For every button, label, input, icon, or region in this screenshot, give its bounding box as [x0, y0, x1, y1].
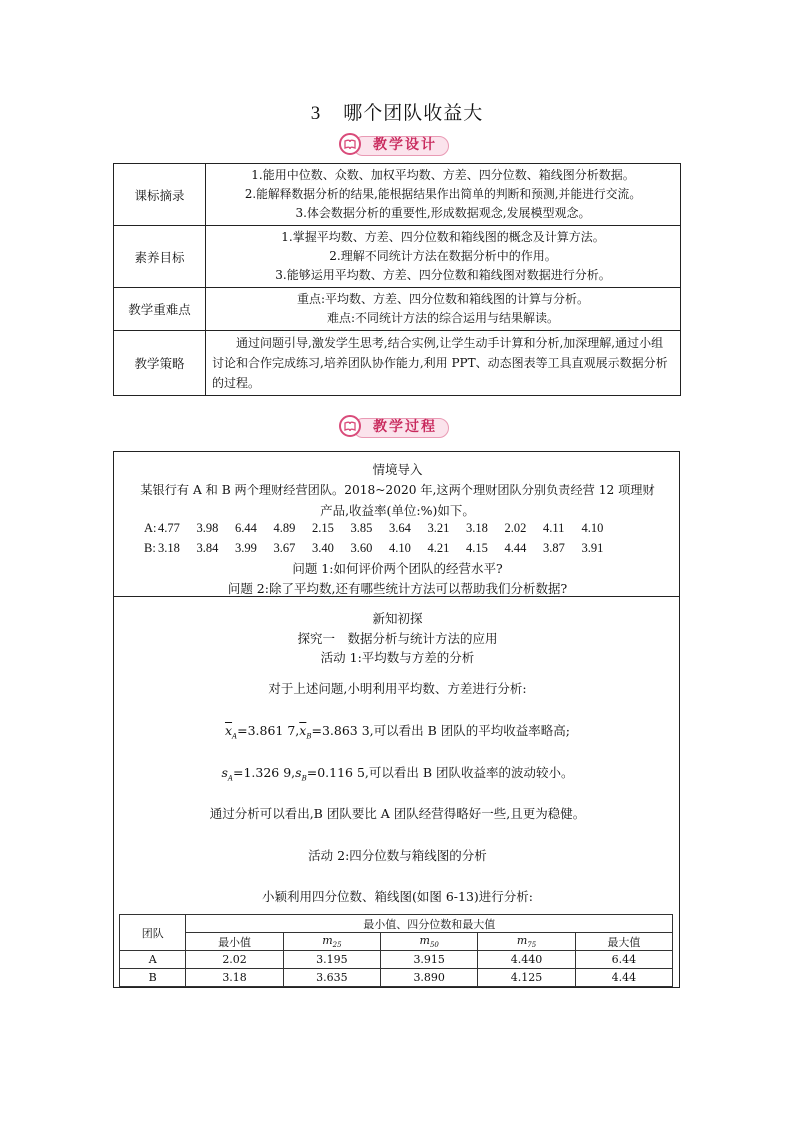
yield-value: 2.02	[504, 521, 527, 535]
value-cell: 6.44	[575, 951, 672, 969]
value-cell: 4.44	[575, 969, 672, 987]
team-cell: A	[120, 951, 186, 969]
value-cell: 2.02	[186, 951, 283, 969]
yield-value: 3.87	[543, 541, 565, 555]
design-line: 2.能解释数据分析的结果,能根据结果作出简单的判断和预测,并能进行交流。	[244, 187, 642, 201]
design-row	[114, 164, 681, 226]
lesson-title: 哪个团队收益大	[343, 102, 484, 124]
explore-section-title: 探究一 数据分析与统计方法的应用	[297, 631, 498, 646]
value-cell: 4.125	[478, 969, 575, 987]
paragraph: 通过分析可以看出,B 团队要比 A 团队经营得略好一些,且更为稳健。	[209, 806, 586, 821]
yield-value: 3.60	[350, 541, 373, 555]
variance-formula: $s_A=1.326$ $9,s_B=0.116$ 5,可以看出 B 团队收益率的波动较小。	[221, 765, 574, 783]
yield-value: 3.40	[312, 541, 334, 555]
design-line: 2.理解不同统计方法在数据分析中的作用。	[329, 249, 557, 263]
value-cell: 3.635	[283, 969, 380, 987]
design-line: 3.体会数据分析的重要性,形成数据观念,发展模型观念。	[295, 206, 591, 220]
design-line: 难点:不同统计方法的综合运用与结果解读。	[326, 311, 560, 325]
design-line: 1.掌握平均数、方差、四分位数和箱线图的概念及计算方法。	[281, 230, 605, 244]
yield-value: 4.15	[466, 541, 488, 555]
explore-heading: 新知初探	[372, 611, 423, 626]
value-cell: 3.915	[381, 951, 478, 969]
process-badge	[339, 416, 449, 438]
yield-value: 4.10	[389, 541, 411, 555]
process-badge-label: 教学过程	[373, 419, 437, 435]
design-key: 教学策略	[114, 331, 206, 396]
value-cell: 3.195	[283, 951, 380, 969]
design-row	[114, 331, 681, 396]
yield-value: 3.85	[350, 521, 373, 535]
yield-value: 3.67	[273, 541, 296, 555]
activity-1-title: 活动 1:平均数与方差的分析	[320, 650, 475, 665]
yield-value: 4.11	[543, 521, 565, 535]
yield-value: 2.15	[312, 521, 334, 535]
design-line: 1.能用中位数、众数、加权平均数、方差、四分位数、箱线图分析数据。	[251, 168, 635, 182]
intro-text: 产品,收益率(单位:%)如下。	[320, 503, 475, 518]
design-table	[113, 163, 681, 396]
paragraph: 小颖利用四分位数、箱线图(如图 6-13)进行分析:	[261, 889, 534, 904]
table-row	[120, 951, 673, 969]
yield-value: 3.18	[466, 521, 488, 535]
question-1: 问题 1:如何评价两个团队的经营水平?	[292, 561, 503, 576]
book-icon	[339, 415, 361, 437]
yield-value: 3.18	[158, 541, 180, 555]
design-key: 教学重难点	[114, 288, 206, 331]
col-header-max: 最大值	[575, 933, 672, 951]
value-cell: 3.890	[381, 969, 478, 987]
lesson-number: 3	[310, 103, 322, 124]
a-label: A:	[144, 521, 157, 535]
paragraph: 对于上述问题,小明利用平均数、方差进行分析:	[268, 681, 527, 696]
b-label: B:	[144, 541, 156, 555]
col-header-m50: $m_{50}$	[381, 933, 478, 951]
design-line: 3.能够运用平均数、方差、四分位数和箱线图对数据进行分析。	[275, 268, 611, 282]
intro-text: 某银行有 A 和 B 两个理财经营团队。2018~2020 年,这两个理财团队分别负责经营 12 项理财	[140, 483, 655, 497]
yield-value: 3.99	[235, 541, 257, 555]
design-key: 素养目标	[114, 226, 206, 288]
yield-value: 3.64	[389, 521, 411, 535]
mean-formula: $\overline{x}_A=3.861$ $7,\overline{x}_B=3.863$ 3,可以看出 B 团队的平均收益率略高;	[224, 723, 571, 741]
value-cell: 3.18	[186, 969, 283, 987]
design-line: 重点:平均数、方差、四分位数和箱线图的计算与分析。	[296, 292, 590, 306]
yield-value: 4.21	[427, 541, 450, 555]
yield-value: 4.77	[158, 521, 180, 535]
yield-value: 3.91	[581, 541, 604, 555]
design-badge-label: 教学设计	[373, 137, 437, 153]
col-header-m75: $m_{75}$	[478, 933, 575, 951]
team-header: 团队	[120, 915, 186, 951]
yield-value: 3.98	[196, 521, 219, 535]
book-icon	[339, 133, 361, 155]
table-row	[120, 969, 673, 987]
yield-value: 3.84	[196, 541, 219, 555]
yield-value: 3.21	[427, 521, 450, 535]
value-cell: 4.440	[478, 951, 575, 969]
quartile-table	[119, 914, 673, 987]
team-cell: B	[120, 969, 186, 987]
design-row	[114, 226, 681, 288]
col-header-min: 最小值	[186, 933, 283, 951]
question-2: 问题 2:除了平均数,还有哪些统计方法可以帮助我们分析数据?	[227, 581, 568, 596]
design-row	[114, 288, 681, 331]
activity-2-title: 活动 2:四分位数与箱线图的分析	[308, 848, 487, 863]
col-header-m25: $m_{25}$	[283, 933, 380, 951]
design-strategy-text: 通过问题引导,激发学生思考,结合实例,让学生动手计算和分析,加深理解,通过小组讨论和合作完成练习,培养团队协作能力,利用 PPT、动态图表等工具直观展示数据分析的过程。	[206, 331, 681, 396]
design-badge	[339, 134, 449, 156]
yield-value: 4.44	[504, 541, 527, 555]
intro-section	[113, 451, 680, 597]
yield-value: 4.10	[581, 521, 604, 535]
yield-value: 6.44	[235, 521, 257, 535]
page-title	[0, 98, 794, 125]
yield-value: 4.89	[273, 521, 296, 535]
group-header: 最小值、四分位数和最大值	[186, 915, 673, 933]
intro-heading: 情境导入	[372, 462, 423, 477]
design-key: 课标摘录	[114, 164, 206, 226]
